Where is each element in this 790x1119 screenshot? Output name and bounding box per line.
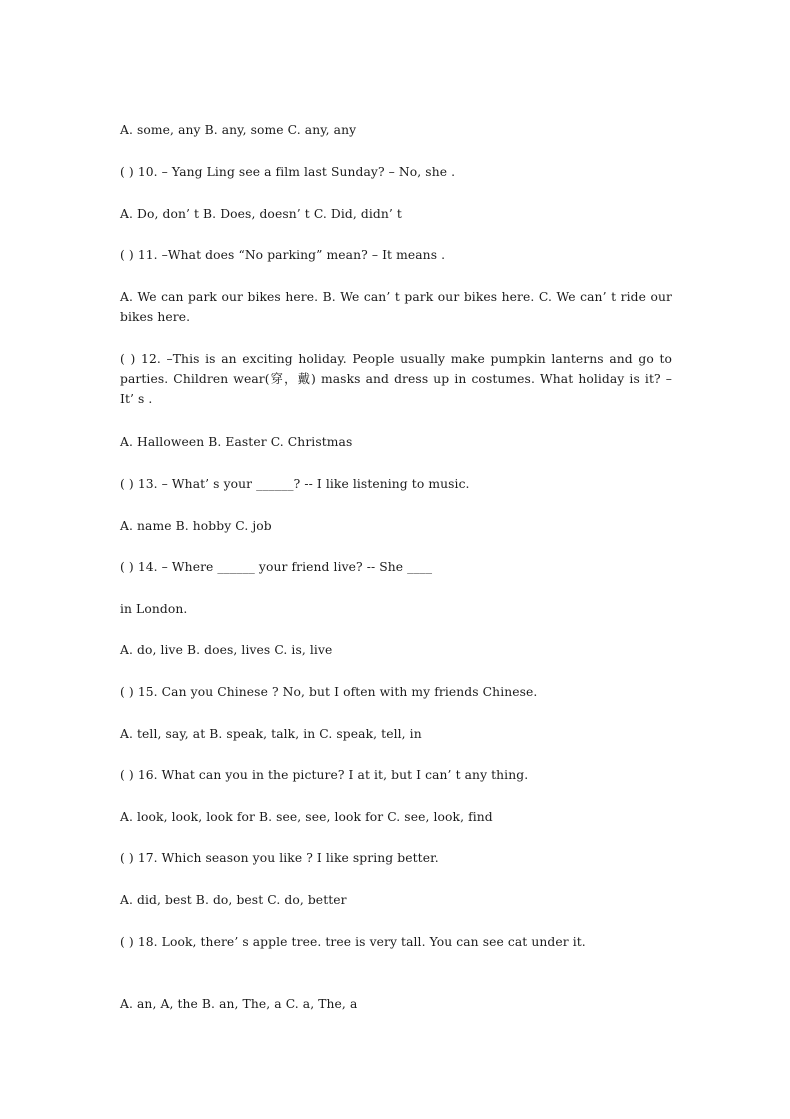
question-14-continued: in London. [120,602,188,616]
question-10: ( ) 10. – Yang Ling see a film last Sunday? – No, she . [120,165,456,179]
option-line-14: A. do, live B. does, lives C. is, live [120,643,333,657]
option-line-11: A. We can park our bikes here. B. We can’ t park our bikes here. C. We can’ t ride our bikes here. [120,290,672,324]
question-17: ( ) 17. Which season you like ? I like spring better. [120,851,439,865]
question-18: ( ) 18. Look, there’ s apple tree. tree is very tall. You can see cat under it. [120,935,586,949]
question-14: ( ) 14. – Where ______ your friend live? -- She ____ [120,560,433,574]
option-line-12: A. Halloween B. Easter C. Christmas [120,435,353,449]
option-line-18: A. an, A, the B. an, The, a C. a, The, a [120,997,358,1011]
option-line-15: A. tell, say, at B. speak, talk, in C. speak, tell, in [120,727,422,741]
question-12: ( ) 12. –This is an exciting holiday. People usually make pumpkin lanterns and go to parties. Children wear(穿，戴) masks and dress up in costumes. What holiday is it? – It’ s . [120,352,672,406]
option-line-16: A. look, look, look for B. see, see, look for C. see, look, find [120,810,493,824]
question-11: ( ) 11. –What does “No parking” mean? – It means . [120,248,446,262]
question-16: ( ) 16. What can you in the picture? I at it, but I can’ t any thing. [120,768,529,782]
option-line-10: A. Do, don’ t B. Does, doesn’ t C. Did, didn’ t [120,207,402,221]
question-15: ( ) 15. Can you Chinese ? No, but I often with my friends Chinese. [120,685,538,699]
option-line-13: A. name B. hobby C. job [120,519,272,533]
option-line-9: A. some, any B. any, some C. any, any [120,123,357,137]
option-line-17: A. did, best B. do, best C. do, better [120,893,347,907]
question-13: ( ) 13. – What’ s your ______? -- I like listening to music. [120,477,470,491]
